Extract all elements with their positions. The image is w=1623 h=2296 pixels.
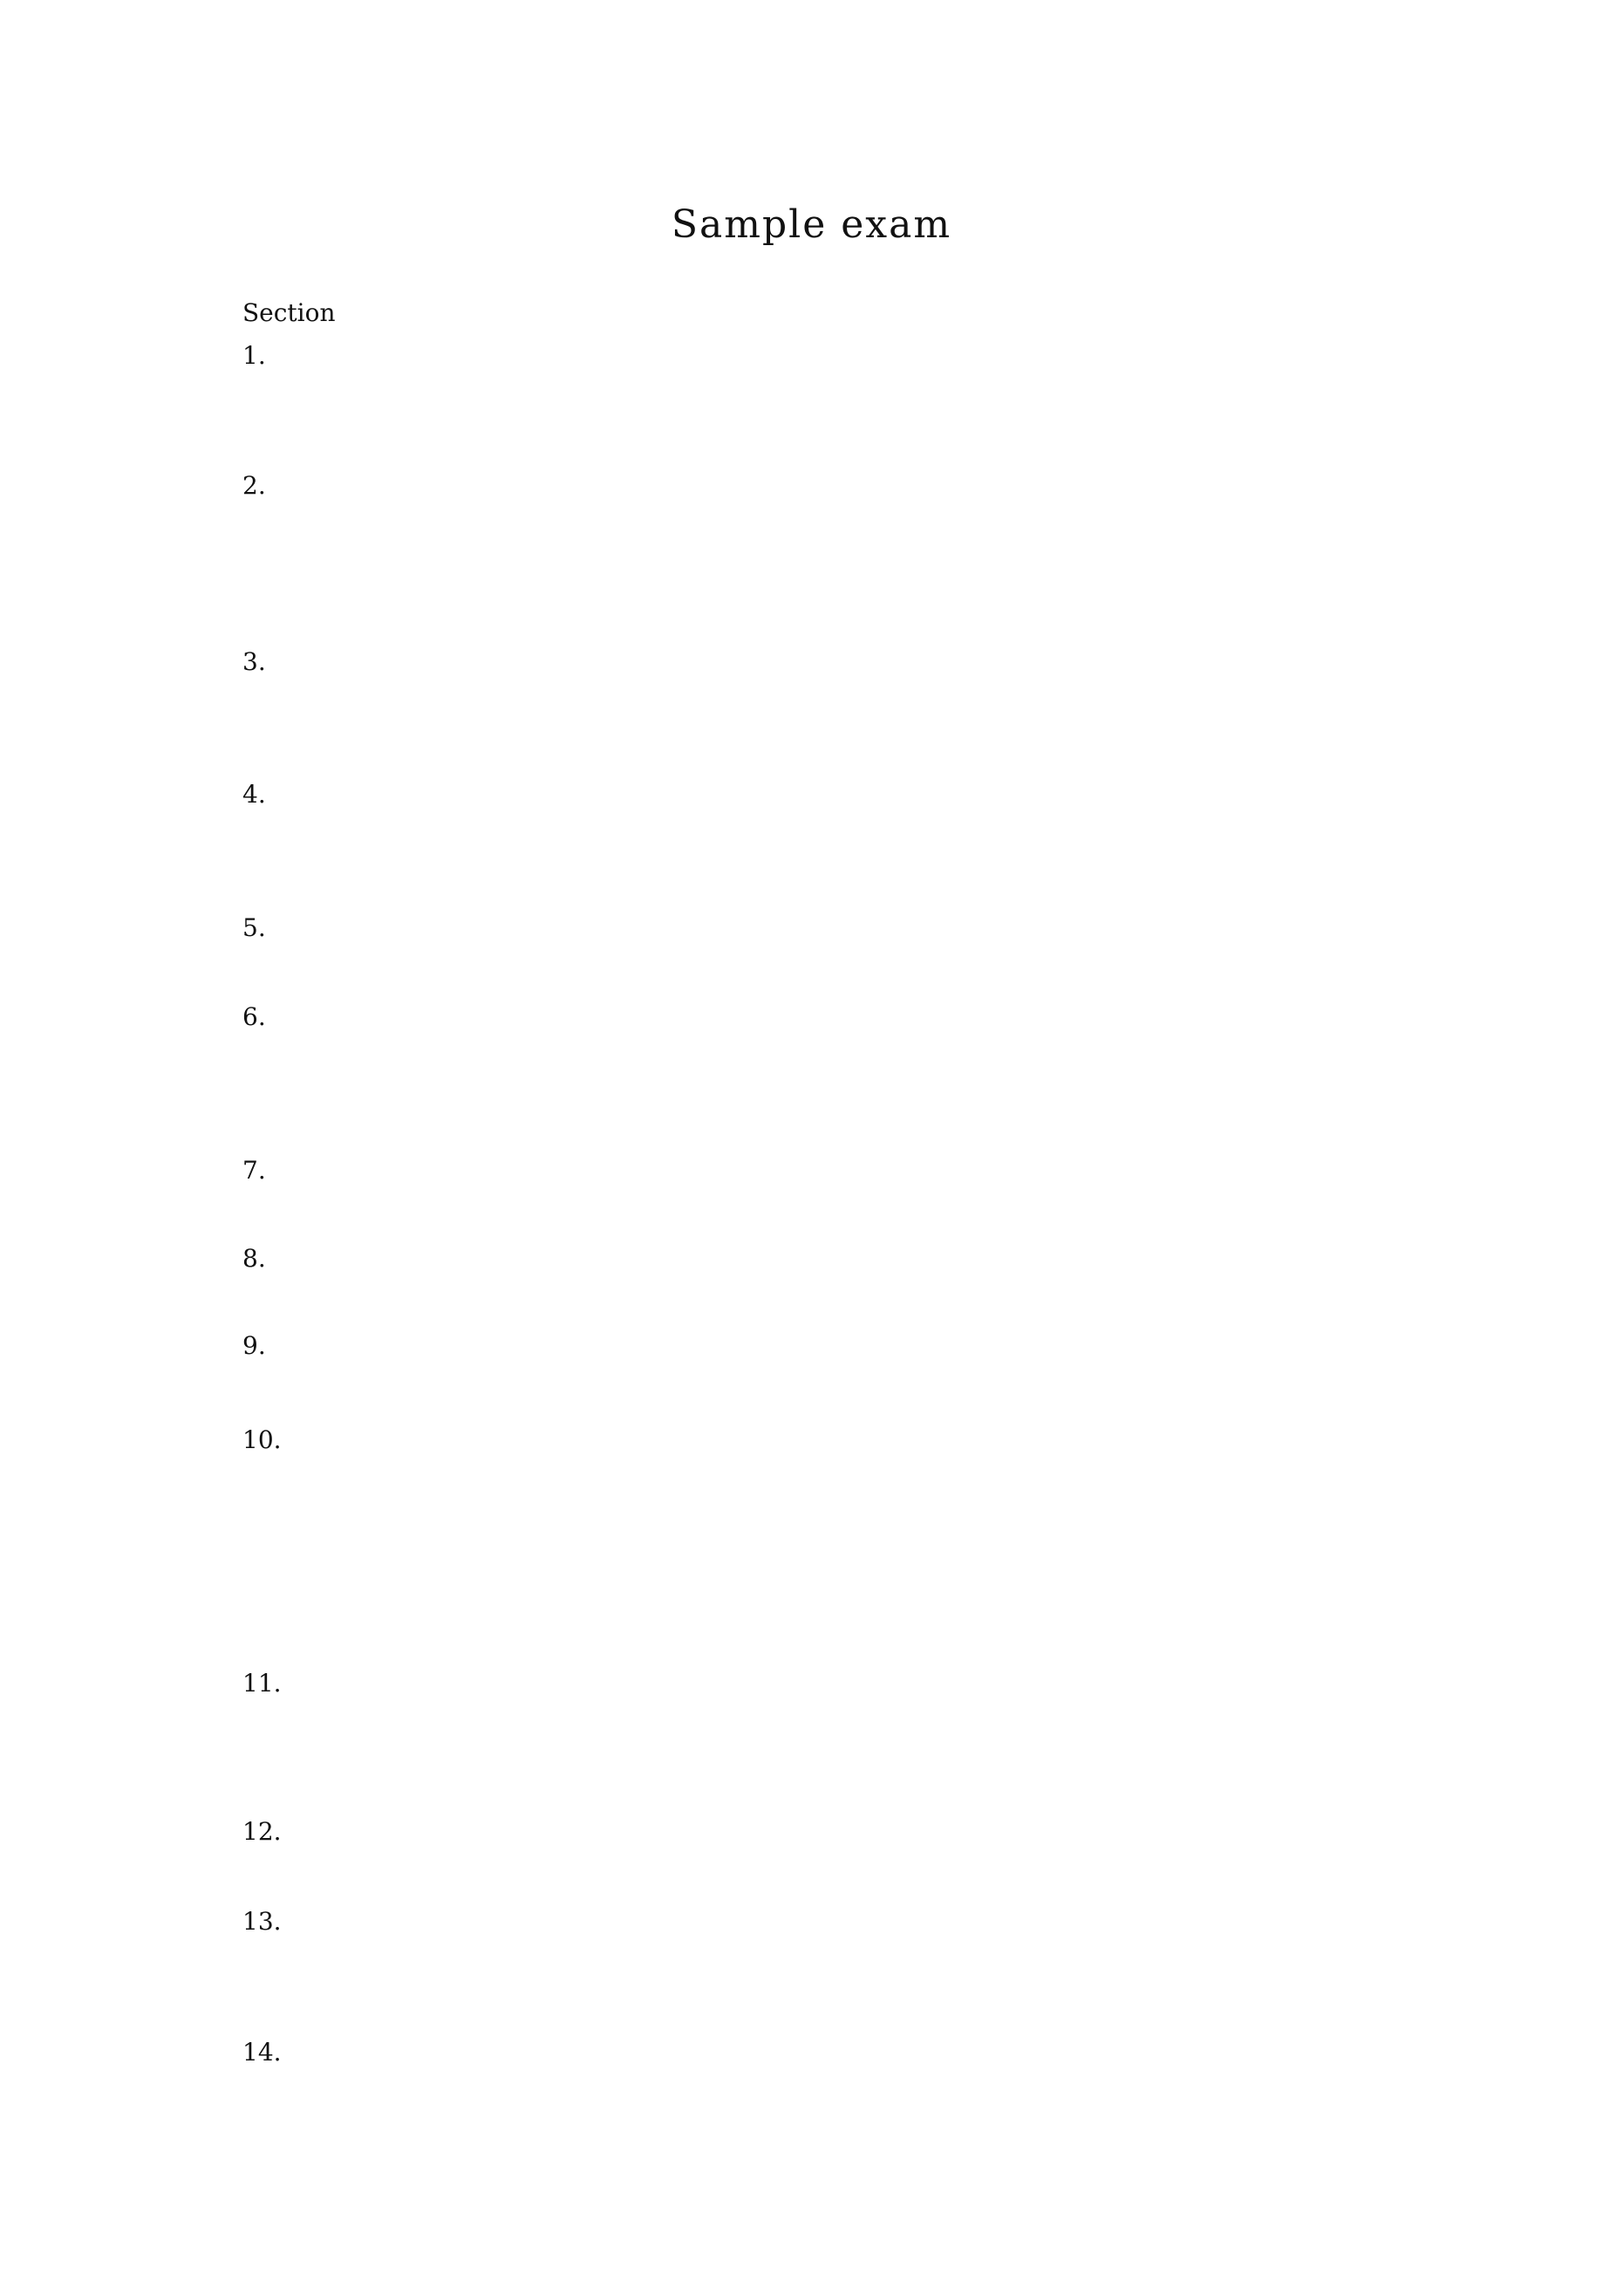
question-6: 6. [242, 1002, 266, 1031]
question-10: 10. [242, 1425, 282, 1454]
question-1: 1. [242, 341, 266, 370]
question-5: 5. [242, 913, 266, 942]
question-7: 7. [242, 1156, 266, 1185]
page-title: Sample exam [671, 202, 952, 247]
question-14: 14. [242, 2038, 282, 2067]
question-3: 3. [242, 647, 266, 676]
question-4: 4. [242, 780, 266, 809]
question-9: 9. [242, 1331, 266, 1360]
question-12: 12. [242, 1817, 282, 1846]
section-header: Section [242, 298, 336, 327]
question-8: 8. [242, 1244, 266, 1273]
question-2: 2. [242, 471, 266, 500]
question-13: 13. [242, 1907, 282, 1936]
question-11: 11. [242, 1669, 282, 1698]
